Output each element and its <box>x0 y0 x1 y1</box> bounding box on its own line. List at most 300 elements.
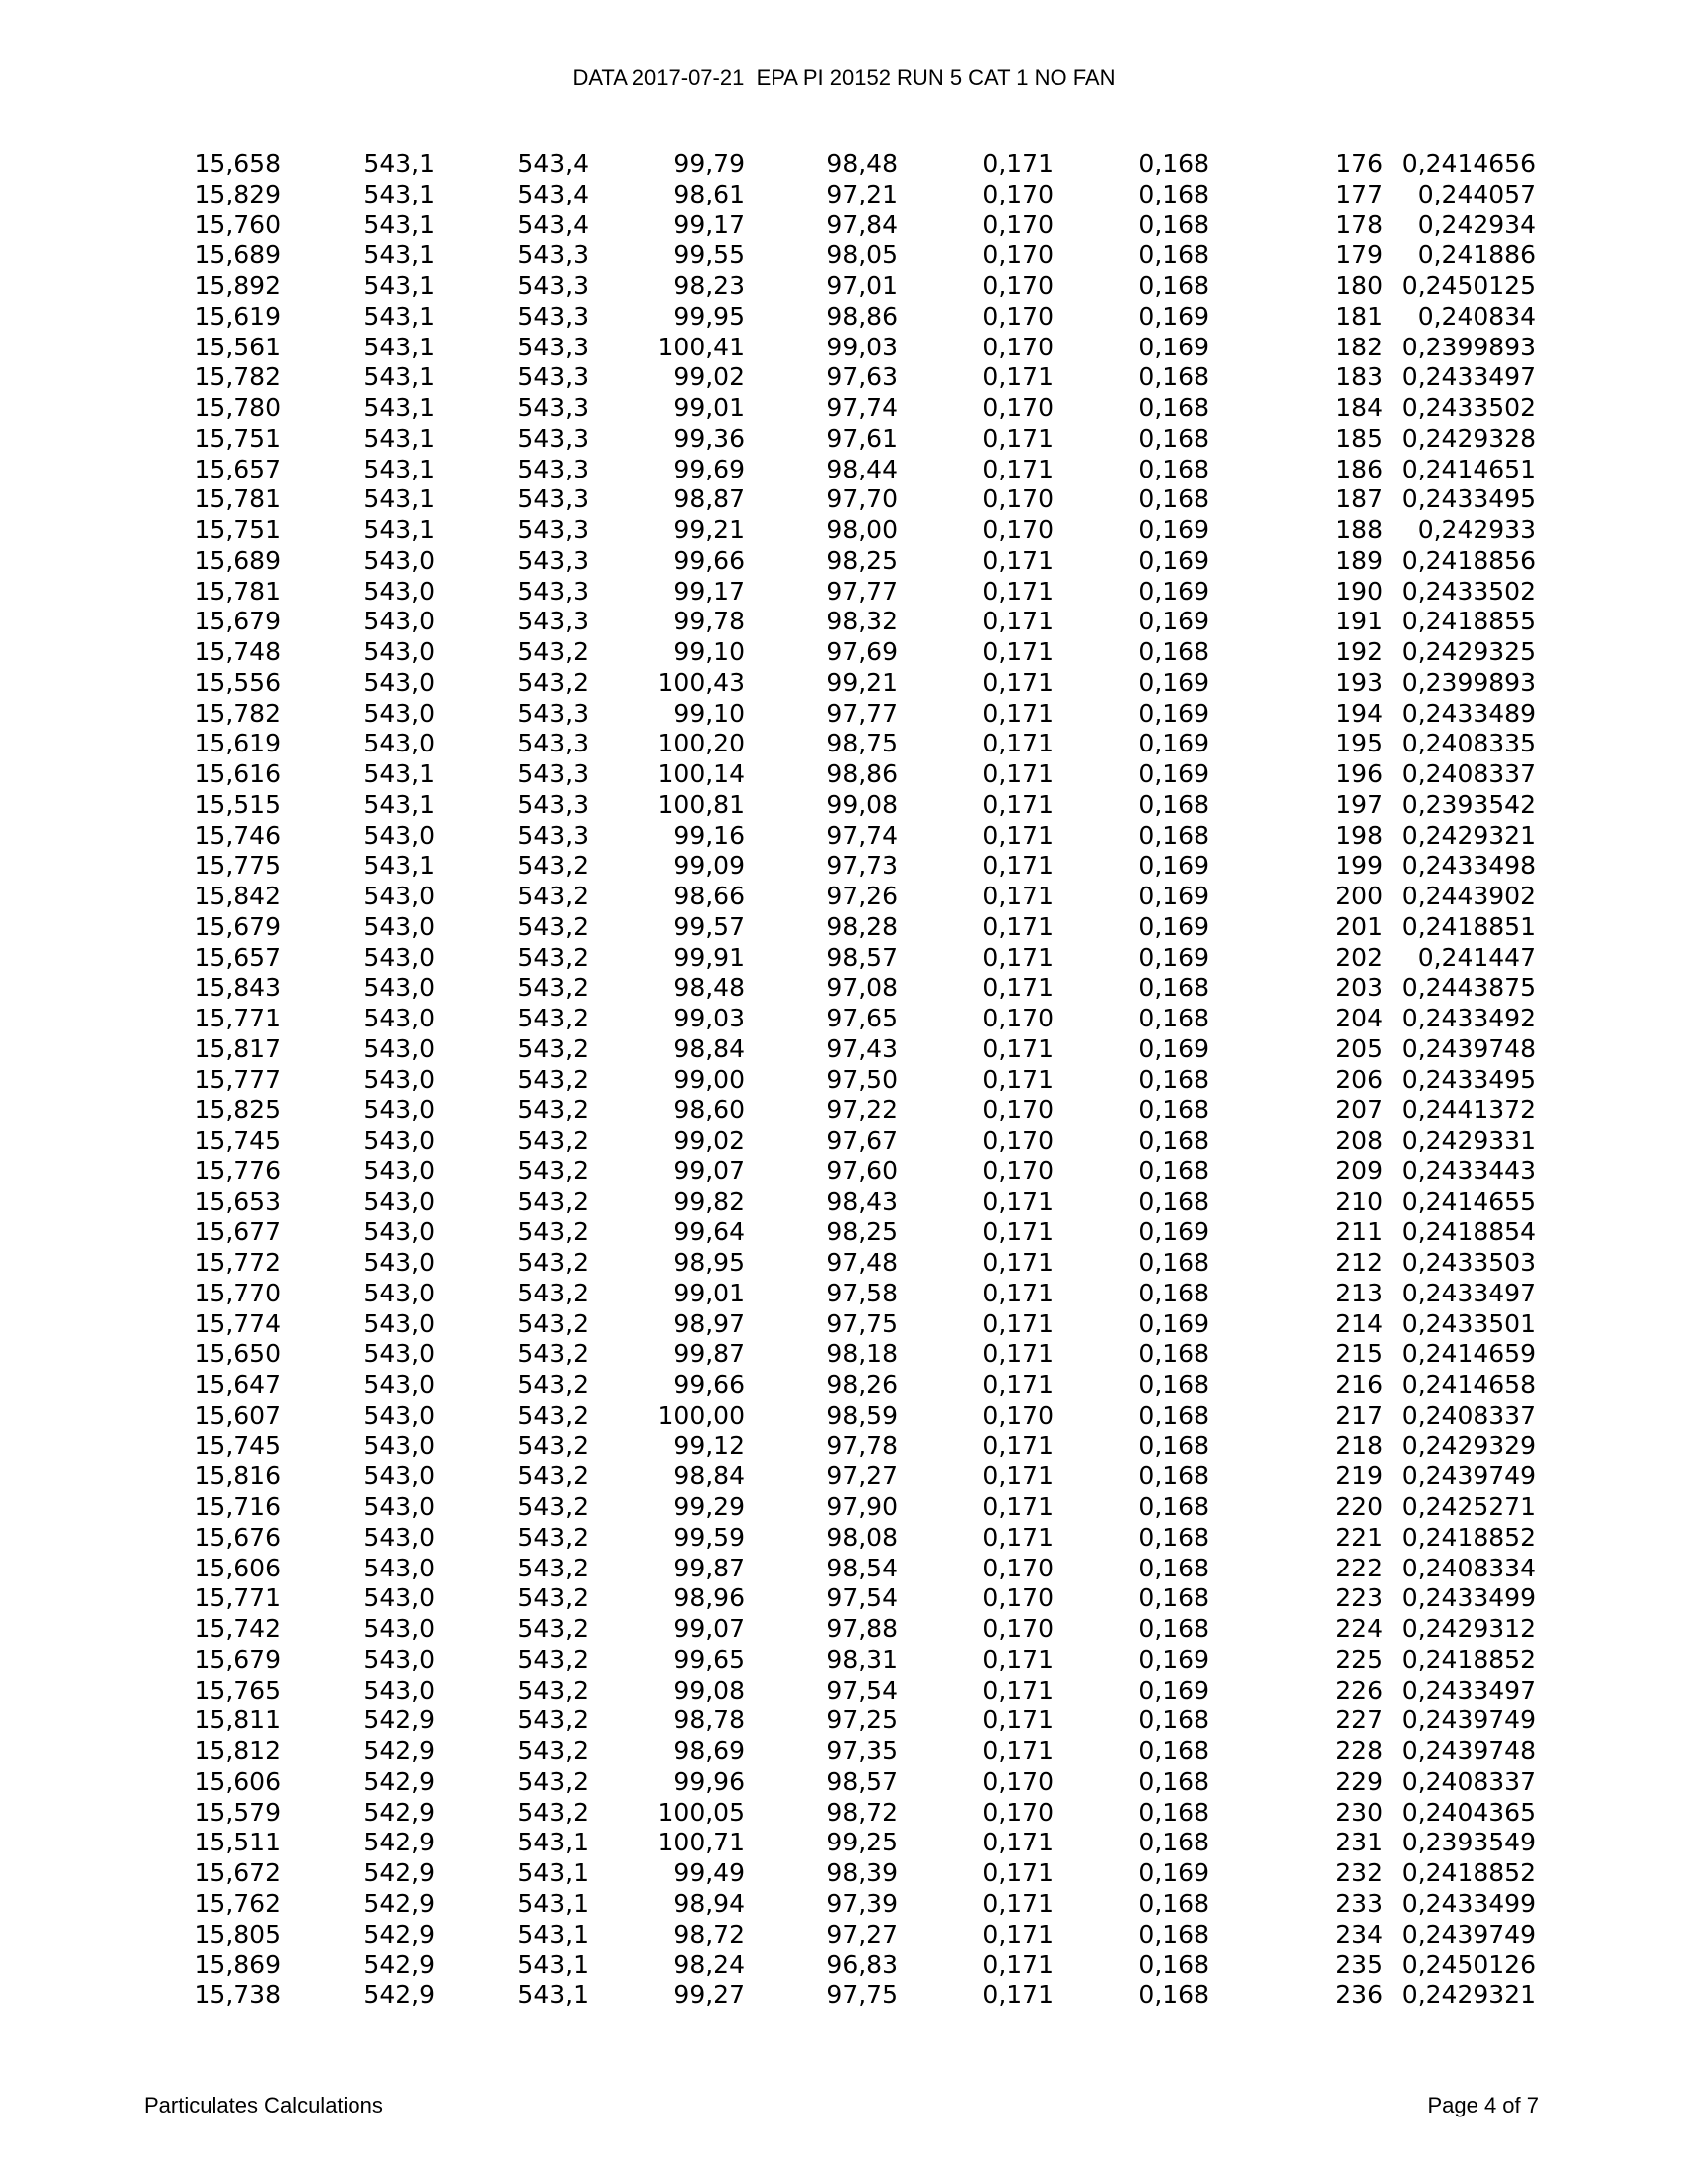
table-cell: 543,0 <box>363 1156 435 1185</box>
table-cell: 543,0 <box>363 1553 435 1582</box>
table-cell: 98,95 <box>673 1248 745 1277</box>
table-cell: 0,168 <box>1138 393 1209 422</box>
table-cell: 15,811 <box>194 1706 281 1735</box>
table-cell: 0,169 <box>1138 698 1209 728</box>
table-cell: 15,765 <box>194 1675 281 1705</box>
footer-page-number: Page 4 of 7 <box>1427 2093 1539 2117</box>
table-cell: 0,2439748 <box>1401 1033 1536 1063</box>
table-cell: 543,1 <box>517 1828 589 1857</box>
table-cell: 543,2 <box>517 1492 589 1521</box>
table-cell: 0,2418852 <box>1401 1858 1536 1887</box>
table-cell: 15,679 <box>194 1644 281 1674</box>
table-cell: 0,168 <box>1138 1919 1209 1949</box>
table-cell: 99,10 <box>673 637 745 666</box>
table-cell: 543,1 <box>363 149 435 178</box>
table-cell: 0,2414659 <box>1401 1339 1536 1369</box>
table-cell: 543,1 <box>517 1919 589 1949</box>
table-row <box>0 1432 1688 1462</box>
table-cell: 97,65 <box>826 1004 898 1032</box>
table-row <box>0 1676 1688 1706</box>
table-cell: 0,168 <box>1138 179 1209 208</box>
table-cell: 0,2433498 <box>1401 851 1536 881</box>
table-cell: 180 <box>1336 271 1383 300</box>
table-cell: 0,168 <box>1138 1156 1209 1185</box>
table-cell: 15,816 <box>194 1461 281 1491</box>
table-row <box>0 1554 1688 1584</box>
table-cell: 543,0 <box>363 729 435 758</box>
table-cell: 15,829 <box>194 179 281 208</box>
table-cell: 543,2 <box>517 1339 589 1369</box>
table-row <box>0 821 1688 852</box>
table-row <box>0 882 1688 912</box>
table-cell: 543,0 <box>363 1186 435 1216</box>
table-cell: 200 <box>1336 882 1383 910</box>
table-cell: 98,43 <box>826 1186 898 1216</box>
table-cell: 177 <box>1336 179 1383 208</box>
table-cell: 543,3 <box>517 362 589 392</box>
table-cell: 187 <box>1336 484 1383 514</box>
table-cell: 0,2429321 <box>1401 1980 1536 2009</box>
table-cell: 15,748 <box>194 637 281 666</box>
table-cell: 97,77 <box>826 576 898 606</box>
table-cell: 543,2 <box>517 1095 589 1125</box>
table-cell: 543,2 <box>517 1644 589 1674</box>
table-cell: 0,2408335 <box>1401 729 1536 758</box>
table-cell: 543,0 <box>363 1614 435 1643</box>
table-cell: 97,74 <box>826 820 898 850</box>
table-cell: 0,168 <box>1138 1400 1209 1430</box>
table-cell: 543,1 <box>363 393 435 422</box>
table-cell: 543,1 <box>517 1980 589 2009</box>
table-cell: 0,171 <box>982 1858 1054 1887</box>
table-cell: 99,17 <box>673 209 745 239</box>
table-cell: 0,171 <box>982 667 1054 697</box>
table-cell: 0,170 <box>982 240 1054 270</box>
table-cell: 0,2418852 <box>1401 1522 1536 1552</box>
table-cell: 0,171 <box>982 1736 1054 1765</box>
table-cell: 217 <box>1336 1400 1383 1430</box>
table-cell: 15,774 <box>194 1308 281 1338</box>
table-cell: 97,01 <box>826 271 898 300</box>
table-row <box>0 1187 1688 1218</box>
table-cell: 15,776 <box>194 1156 281 1185</box>
table-row <box>0 1461 1688 1492</box>
table-cell: 0,168 <box>1138 1370 1209 1399</box>
table-cell: 543,0 <box>363 576 435 606</box>
table-cell: 0,170 <box>982 1766 1054 1796</box>
table-cell: 543,1 <box>517 1858 589 1887</box>
table-cell: 543,0 <box>363 1644 435 1674</box>
table-cell: 543,2 <box>517 667 589 697</box>
table-cell: 99,16 <box>673 820 745 850</box>
table-cell: 0,169 <box>1138 607 1209 636</box>
table-cell: 0,169 <box>1138 1033 1209 1063</box>
table-cell: 0,171 <box>982 545 1054 575</box>
table-cell: 15,679 <box>194 607 281 636</box>
table-cell: 218 <box>1336 1431 1383 1460</box>
table-row <box>0 607 1688 637</box>
table-cell: 0,168 <box>1138 1278 1209 1307</box>
table-cell: 181 <box>1336 301 1383 331</box>
table-cell: 96,83 <box>826 1950 898 1979</box>
table-cell: 0,171 <box>982 942 1054 972</box>
table-row <box>0 1614 1688 1645</box>
table-cell: 98,75 <box>826 729 898 758</box>
table-cell: 543,0 <box>363 1033 435 1063</box>
table-cell: 542,9 <box>363 1736 435 1765</box>
table-cell: 15,869 <box>194 1950 281 1979</box>
table-cell: 15,672 <box>194 1858 281 1887</box>
table-cell: 0,171 <box>982 1278 1054 1307</box>
table-cell: 98,25 <box>826 545 898 575</box>
table-cell: 543,2 <box>517 1736 589 1765</box>
table-cell: 99,02 <box>673 1126 745 1155</box>
table-cell: 0,171 <box>982 637 1054 666</box>
table-cell: 99,87 <box>673 1553 745 1582</box>
table-cell: 0,168 <box>1138 1828 1209 1857</box>
table-cell: 543,3 <box>517 576 589 606</box>
table-cell: 98,23 <box>673 271 745 300</box>
table-cell: 543,0 <box>363 1400 435 1430</box>
table-cell: 228 <box>1336 1736 1383 1765</box>
table-cell: 0,2418856 <box>1401 545 1536 575</box>
table-cell: 0,168 <box>1138 1797 1209 1827</box>
table-cell: 0,169 <box>1138 667 1209 697</box>
table-cell: 0,168 <box>1138 1186 1209 1216</box>
table-cell: 543,4 <box>517 179 589 208</box>
table-cell: 98,94 <box>673 1888 745 1918</box>
table-row <box>0 515 1688 546</box>
table-cell: 0,170 <box>982 271 1054 300</box>
table-cell: 99,65 <box>673 1644 745 1674</box>
table-cell: 15,781 <box>194 576 281 606</box>
table-cell: 0,169 <box>1138 759 1209 788</box>
table-cell: 234 <box>1336 1919 1383 1949</box>
table-cell: 15,511 <box>194 1828 281 1857</box>
table-cell: 543,0 <box>363 1339 435 1369</box>
table-cell: 15,515 <box>194 789 281 819</box>
table-cell: 98,61 <box>673 179 745 208</box>
table-row <box>0 973 1688 1004</box>
table-cell: 543,0 <box>363 973 435 1003</box>
table-cell: 543,0 <box>363 637 435 666</box>
table-cell: 99,27 <box>673 1980 745 2009</box>
table-cell: 97,70 <box>826 484 898 514</box>
table-cell: 0,168 <box>1138 1339 1209 1369</box>
table-cell: 543,1 <box>363 851 435 881</box>
table-cell: 220 <box>1336 1492 1383 1521</box>
table-cell: 97,22 <box>826 1095 898 1125</box>
table-cell: 0,2414658 <box>1401 1370 1536 1399</box>
table-cell: 15,738 <box>194 1980 281 2009</box>
table-cell: 542,9 <box>363 1980 435 2009</box>
table-cell: 15,561 <box>194 332 281 361</box>
table-cell: 0,2418854 <box>1401 1217 1536 1247</box>
table-cell: 0,2433499 <box>1401 1583 1536 1613</box>
table-cell: 0,171 <box>982 789 1054 819</box>
table-cell: 97,63 <box>826 362 898 392</box>
table-cell: 0,168 <box>1138 1095 1209 1125</box>
table-cell: 15,616 <box>194 759 281 788</box>
table-row <box>0 1492 1688 1523</box>
table-cell: 0,171 <box>982 851 1054 881</box>
table-cell: 99,21 <box>673 515 745 544</box>
table-cell: 0,169 <box>1138 576 1209 606</box>
table-cell: 543,4 <box>517 149 589 178</box>
table-cell: 0,169 <box>1138 911 1209 941</box>
table-cell: 232 <box>1336 1858 1383 1887</box>
table-cell: 98,31 <box>826 1644 898 1674</box>
table-cell: 0,168 <box>1138 1248 1209 1277</box>
table-cell: 100,05 <box>657 1797 745 1827</box>
table-cell: 15,762 <box>194 1888 281 1918</box>
table-cell: 97,90 <box>826 1492 898 1521</box>
table-cell: 543,0 <box>363 607 435 636</box>
table-cell: 15,745 <box>194 1126 281 1155</box>
table-cell: 543,0 <box>363 667 435 697</box>
table-row <box>0 1004 1688 1034</box>
table-cell: 98,39 <box>826 1858 898 1887</box>
table-row <box>0 271 1688 302</box>
table-cell: 0,2433492 <box>1401 1004 1536 1032</box>
table-cell: 0,168 <box>1138 362 1209 392</box>
table-cell: 236 <box>1336 1980 1383 2009</box>
table-cell: 213 <box>1336 1278 1383 1307</box>
table-cell: 0,170 <box>982 1400 1054 1430</box>
table-cell: 209 <box>1336 1156 1383 1185</box>
table-cell: 186 <box>1336 454 1383 483</box>
table-cell: 0,169 <box>1138 332 1209 361</box>
table-cell: 97,48 <box>826 1248 898 1277</box>
table-cell: 97,75 <box>826 1308 898 1338</box>
table-cell: 182 <box>1336 332 1383 361</box>
table-cell: 99,95 <box>673 301 745 331</box>
table-cell: 0,168 <box>1138 1888 1209 1918</box>
table-row <box>0 149 1688 180</box>
table-cell: 207 <box>1336 1095 1383 1125</box>
table-cell: 0,2433502 <box>1401 576 1536 606</box>
table-cell: 221 <box>1336 1522 1383 1552</box>
table-row <box>0 943 1688 974</box>
table-cell: 0,170 <box>982 515 1054 544</box>
table-cell: 543,2 <box>517 1797 589 1827</box>
table-cell: 99,91 <box>673 942 745 972</box>
table-cell: 0,171 <box>982 1248 1054 1277</box>
table-cell: 15,657 <box>194 942 281 972</box>
table-cell: 99,25 <box>826 1828 898 1857</box>
table-cell: 0,2433499 <box>1401 1888 1536 1918</box>
table-cell: 97,60 <box>826 1156 898 1185</box>
table-cell: 0,170 <box>982 209 1054 239</box>
table-row <box>0 1126 1688 1157</box>
table-cell: 97,84 <box>826 209 898 239</box>
table-row <box>0 1034 1688 1065</box>
table-cell: 0,171 <box>982 1888 1054 1918</box>
table-cell: 0,2414655 <box>1401 1186 1536 1216</box>
table-cell: 543,2 <box>517 882 589 910</box>
table-cell: 196 <box>1336 759 1383 788</box>
table-cell: 15,653 <box>194 1186 281 1216</box>
table-cell: 99,59 <box>673 1522 745 1552</box>
table-cell: 0,170 <box>982 484 1054 514</box>
table-row <box>0 362 1688 393</box>
table-row <box>0 393 1688 424</box>
table-cell: 0,168 <box>1138 1004 1209 1032</box>
table-cell: 100,20 <box>657 729 745 758</box>
table-cell: 543,1 <box>363 332 435 361</box>
table-cell: 0,168 <box>1138 1614 1209 1643</box>
table-cell: 0,2393549 <box>1401 1828 1536 1857</box>
table-cell: 0,244057 <box>1417 179 1536 208</box>
table-cell: 0,241886 <box>1417 240 1536 270</box>
table-cell: 0,240834 <box>1417 301 1536 331</box>
table-cell: 0,170 <box>982 179 1054 208</box>
table-cell: 0,2450125 <box>1401 271 1536 300</box>
table-cell: 0,170 <box>982 393 1054 422</box>
table-cell: 98,48 <box>826 149 898 178</box>
table-row <box>0 1370 1688 1401</box>
table-cell: 0,2439749 <box>1401 1461 1536 1491</box>
table-cell: 99,21 <box>826 667 898 697</box>
table-cell: 543,1 <box>363 789 435 819</box>
table-cell: 0,170 <box>982 332 1054 361</box>
table-cell: 99,64 <box>673 1217 745 1247</box>
table-cell: 235 <box>1336 1950 1383 1979</box>
table-cell: 98,54 <box>826 1553 898 1582</box>
table-cell: 188 <box>1336 515 1383 544</box>
table-cell: 0,168 <box>1138 1553 1209 1582</box>
table-cell: 543,3 <box>517 393 589 422</box>
table-cell: 543,0 <box>363 1492 435 1521</box>
table-row <box>0 1095 1688 1126</box>
table-cell: 100,41 <box>657 332 745 361</box>
table-cell: 211 <box>1336 1217 1383 1247</box>
table-cell: 543,3 <box>517 423 589 453</box>
table-cell: 97,27 <box>826 1919 898 1949</box>
table-cell: 99,78 <box>673 607 745 636</box>
table-cell: 543,0 <box>363 1370 435 1399</box>
table-cell: 199 <box>1336 851 1383 881</box>
table-cell: 99,55 <box>673 240 745 270</box>
table-cell: 98,25 <box>826 1217 898 1247</box>
table-cell: 0,171 <box>982 1431 1054 1460</box>
table-cell: 0,2414656 <box>1401 149 1536 178</box>
table-cell: 0,2418855 <box>1401 607 1536 636</box>
table-cell: 543,1 <box>363 759 435 788</box>
table-row <box>0 1523 1688 1554</box>
table-cell: 0,168 <box>1138 271 1209 300</box>
table-cell: 198 <box>1336 820 1383 850</box>
table-cell: 99,79 <box>673 149 745 178</box>
table-cell: 15,760 <box>194 209 281 239</box>
table-cell: 543,3 <box>517 789 589 819</box>
table-cell: 0,168 <box>1138 1950 1209 1979</box>
table-row <box>0 699 1688 730</box>
table-cell: 226 <box>1336 1675 1383 1705</box>
table-cell: 543,0 <box>363 1583 435 1613</box>
table-cell: 543,2 <box>517 1431 589 1460</box>
table-cell: 97,26 <box>826 882 898 910</box>
table-cell: 99,10 <box>673 698 745 728</box>
table-cell: 0,171 <box>982 1675 1054 1705</box>
table-row <box>0 333 1688 363</box>
table-cell: 0,2439748 <box>1401 1736 1536 1765</box>
table-cell: 543,0 <box>363 1461 435 1491</box>
table-cell: 542,9 <box>363 1919 435 1949</box>
table-cell: 98,66 <box>673 882 745 910</box>
table-cell: 543,2 <box>517 1217 589 1247</box>
table-cell: 227 <box>1336 1706 1383 1735</box>
table-cell: 543,1 <box>363 454 435 483</box>
table-cell: 0,171 <box>982 1033 1054 1063</box>
table-cell: 15,579 <box>194 1797 281 1827</box>
table-cell: 0,171 <box>982 1492 1054 1521</box>
table-cell: 225 <box>1336 1644 1383 1674</box>
table-cell: 543,0 <box>363 820 435 850</box>
table-cell: 15,751 <box>194 423 281 453</box>
table-cell: 0,2439749 <box>1401 1706 1536 1735</box>
table-cell: 100,71 <box>657 1828 745 1857</box>
table-cell: 543,0 <box>363 1095 435 1125</box>
table-cell: 15,817 <box>194 1033 281 1063</box>
table-cell: 543,2 <box>517 973 589 1003</box>
table-cell: 0,2433495 <box>1401 1064 1536 1094</box>
table-cell: 15,770 <box>194 1278 281 1307</box>
table-cell: 191 <box>1336 607 1383 636</box>
table-cell: 219 <box>1336 1461 1383 1491</box>
table-row <box>0 1828 1688 1858</box>
table-cell: 98,05 <box>826 240 898 270</box>
table-row <box>0 1920 1688 1951</box>
table-row <box>0 759 1688 790</box>
table-cell: 98,78 <box>673 1706 745 1735</box>
table-cell: 223 <box>1336 1583 1383 1613</box>
data-table <box>0 149 1688 2011</box>
table-cell: 543,2 <box>517 1064 589 1094</box>
table-cell: 543,2 <box>517 911 589 941</box>
table-cell: 543,2 <box>517 1614 589 1643</box>
table-cell: 0,168 <box>1138 454 1209 483</box>
table-cell: 0,171 <box>982 607 1054 636</box>
table-cell: 0,170 <box>982 1614 1054 1643</box>
table-cell: 0,170 <box>982 1553 1054 1582</box>
table-cell: 15,742 <box>194 1614 281 1643</box>
table-cell: 543,0 <box>363 882 435 910</box>
table-cell: 99,09 <box>673 851 745 881</box>
table-row <box>0 1706 1688 1736</box>
table-cell: 183 <box>1336 362 1383 392</box>
table-cell: 543,2 <box>517 1278 589 1307</box>
table-row <box>0 240 1688 271</box>
table-cell: 0,168 <box>1138 1766 1209 1796</box>
table-cell: 0,2450126 <box>1401 1950 1536 1979</box>
table-cell: 97,25 <box>826 1706 898 1735</box>
table-cell: 97,39 <box>826 1888 898 1918</box>
table-cell: 0,170 <box>982 1797 1054 1827</box>
table-cell: 98,08 <box>826 1522 898 1552</box>
table-cell: 0,168 <box>1138 484 1209 514</box>
table-cell: 0,169 <box>1138 1858 1209 1887</box>
table-cell: 0,168 <box>1138 973 1209 1003</box>
table-row <box>0 1065 1688 1096</box>
table-cell: 542,9 <box>363 1950 435 1979</box>
table-cell: 0,168 <box>1138 1736 1209 1765</box>
table-cell: 15,746 <box>194 820 281 850</box>
table-cell: 0,2433489 <box>1401 698 1536 728</box>
table-cell: 0,171 <box>982 820 1054 850</box>
table-cell: 543,2 <box>517 1706 589 1735</box>
table-cell: 98,60 <box>673 1095 745 1125</box>
